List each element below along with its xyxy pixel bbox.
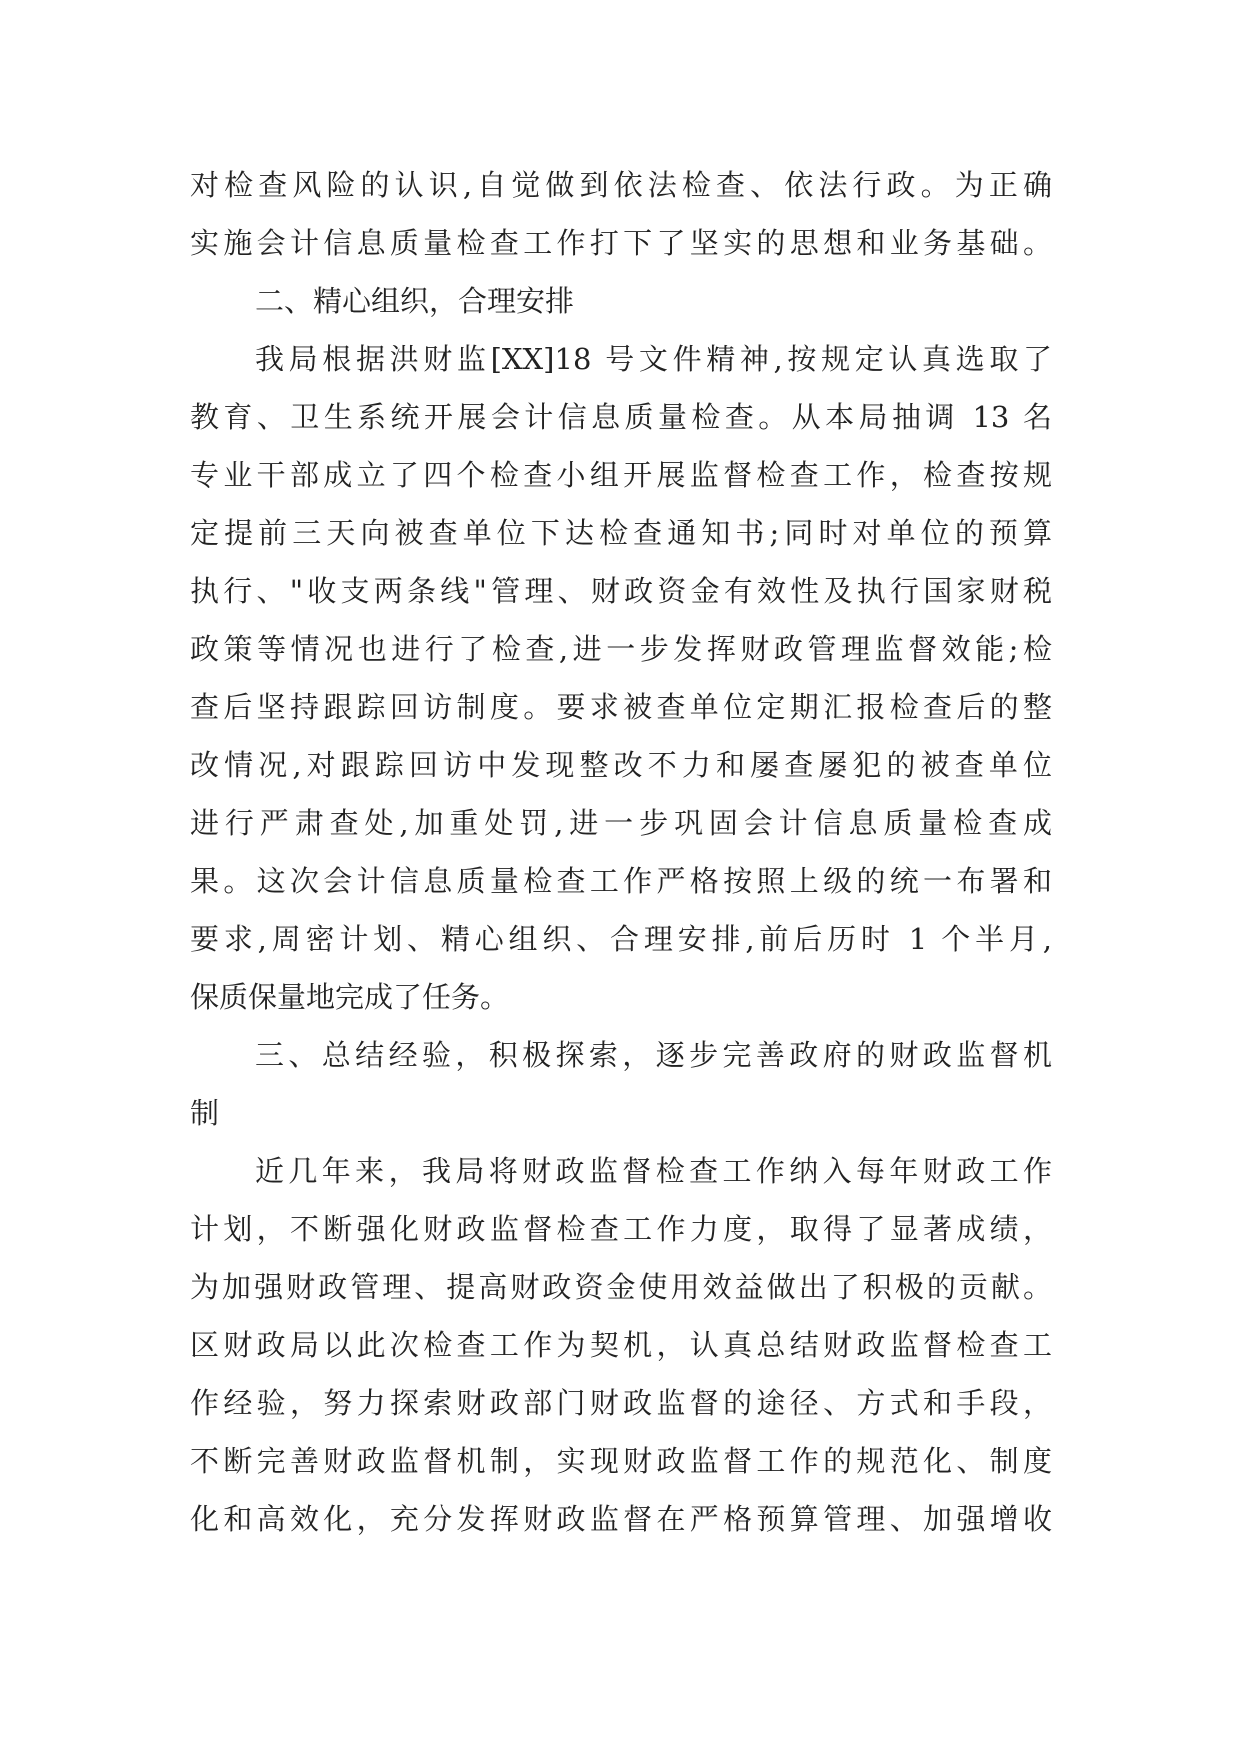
text-line: 作经验，努力探索财政部门财政监督的途径、方式和手段，	[190, 1386, 1052, 1420]
text-line: 计划，不断强化财政监督检查工作力度，取得了显著成绩，	[190, 1212, 1052, 1246]
text-line: 区财政局以此次检查工作为契机，认真总结财政监督检查工	[190, 1328, 1052, 1362]
text-line: 近几年来，我局将财政监督检查工作纳入每年财政工作	[255, 1154, 1052, 1188]
text-line: 进行严肃查处,加重处罚,进一步巩固会计信息质量检查成	[190, 806, 1052, 840]
text-line: 改情况,对跟踪回访中发现整改不力和屡查屡犯的被查单位	[190, 748, 1052, 782]
text-line: 定提前三天向被查单位下达检查通知书;同时对单位的预算	[190, 516, 1052, 550]
text-line: 查后坚持跟踪回访制度。要求被查单位定期汇报检查后的整	[190, 690, 1052, 724]
section-heading	[190, 1026, 1052, 1142]
text-line: 不断完善财政监督机制，实现财政监督工作的规范化、制度	[190, 1444, 1052, 1478]
text-line: 专业干部成立了四个检查小组开展监督检查工作，检查按规	[190, 458, 1052, 492]
paragraph	[190, 1142, 1052, 1548]
text-line: 对检查风险的认识,自觉做到依法检查、依法行政。为正确	[190, 168, 1052, 202]
paragraph	[190, 156, 1052, 272]
heading-line: 制	[190, 1096, 220, 1130]
heading-line: 二、精心组织，合理安排	[255, 284, 575, 318]
paragraph	[190, 330, 1052, 1026]
text-line: 保质保量地完成了任务。	[190, 980, 510, 1014]
text-line: 化和高效化，充分发挥财政监督在严格预算管理、加强增收	[190, 1502, 1052, 1536]
text-line: 我局根据洪财监[XX]18 号文件精神,按规定认真选取了	[255, 342, 1052, 376]
document-body	[190, 156, 1052, 1548]
text-line: 为加强财政管理、提高财政资金使用效益做出了积极的贡献。	[190, 1270, 1052, 1304]
heading-line: 三、总结经验，积极探索，逐步完善政府的财政监督机	[255, 1038, 1052, 1072]
text-line: 执行、"收支两条线"管理、财政资金有效性及执行国家财税	[190, 574, 1052, 608]
text-line: 政策等情况也进行了检查,进一步发挥财政管理监督效能;检	[190, 632, 1052, 666]
text-line: 教育、卫生系统开展会计信息质量检查。从本局抽调 13 名	[190, 400, 1052, 434]
text-line: 果。这次会计信息质量检查工作严格按照上级的统一布署和	[190, 864, 1052, 898]
text-line: 实施会计信息质量检查工作打下了坚实的思想和业务基础。	[190, 226, 1052, 260]
section-heading	[190, 272, 1052, 330]
text-line: 要求,周密计划、精心组织、合理安排,前后历时 1 个半月,	[190, 922, 1052, 956]
